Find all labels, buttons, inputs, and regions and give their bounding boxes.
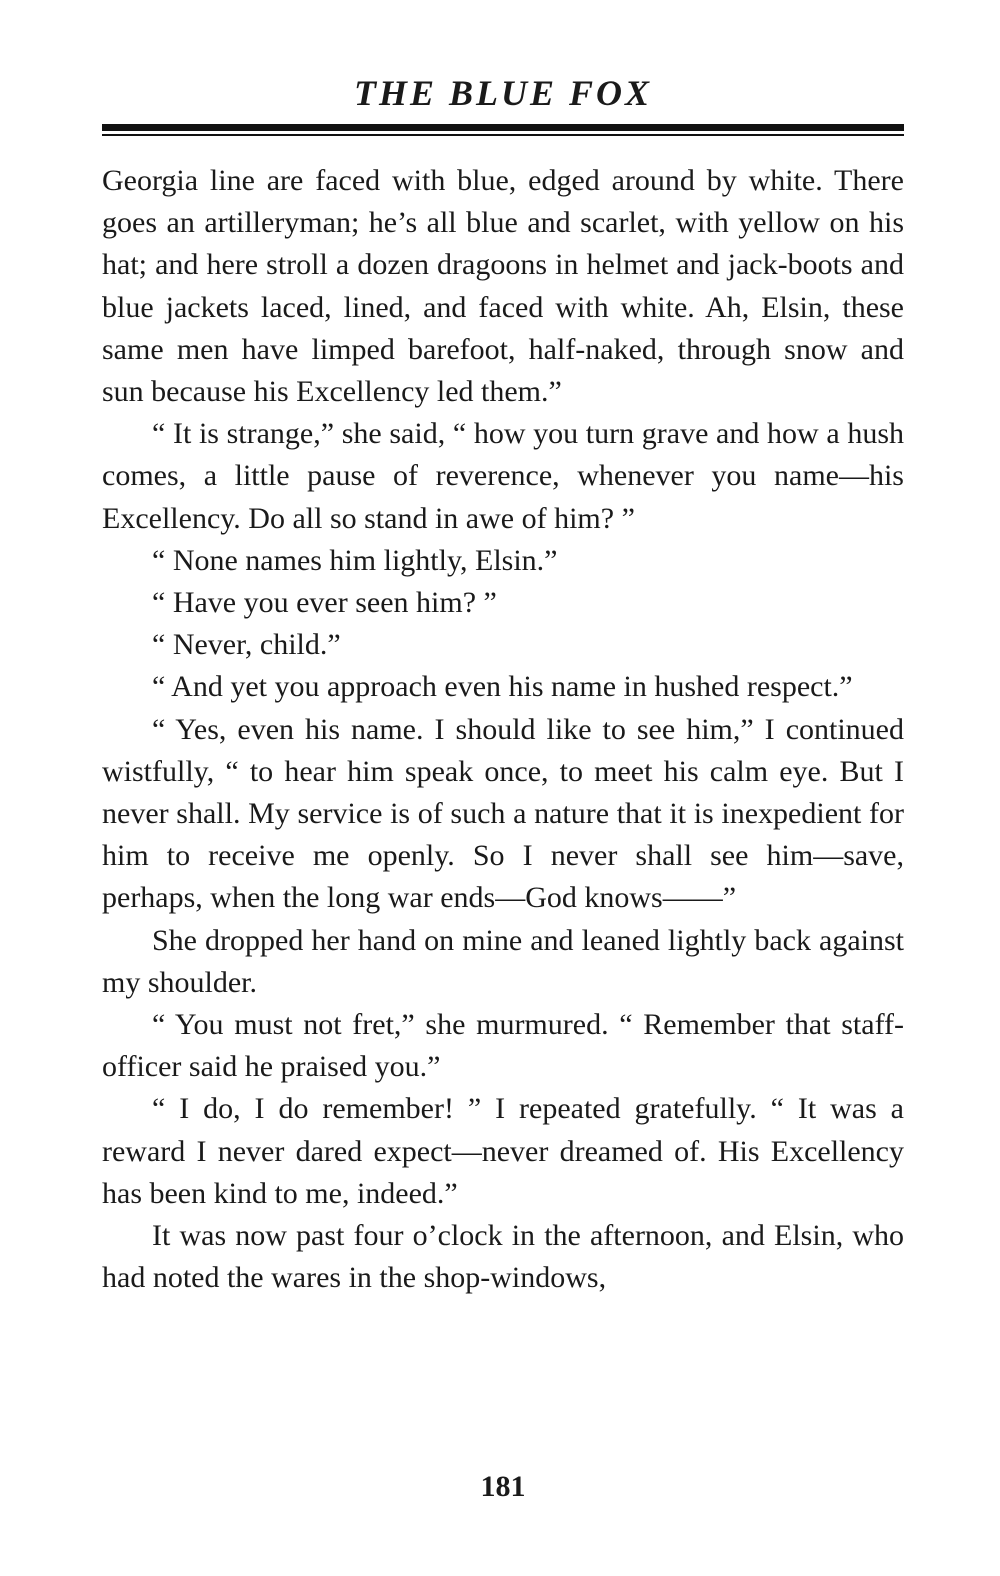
page-number: 181 [480, 1470, 526, 1503]
book-page [102, 70, 904, 1503]
header-rule-thick [102, 124, 904, 131]
running-head: THE BLUE FOX [353, 73, 653, 113]
header-rule-thin [102, 134, 904, 136]
body-text [102, 160, 904, 1299]
paragraph: “ Yes, even his name. I should like to see him,” I continued wistfully, “ to hear him speak once, to meet his calm eye. But I never shall. My service is of such a nature that it is inexpedient for him to receive me openly. So I never shall see him—save, perhaps, when the long war ends—God knows——” [102, 712, 904, 915]
paragraph: She dropped her hand on mine and leaned lightly back against my shoulder. [102, 923, 904, 999]
paragraph-continued: Georgia line are faced with blue, edged around by white. There goes an artilleryman; he’s all blue and scarlet, with yellow on his hat; and here stroll a dozen dragoons in helmet and jack-boots and blue jackets laced, lined, and faced with white. Ah, Elsin, these same men have limped barefoot, half-naked, through snow and sun because his Excellency led them.” [102, 164, 904, 409]
paragraph: “ Have you ever seen him? ” [152, 586, 497, 620]
paragraph: “ You must not fret,” she murmured. “ Remember that staff-officer said he praised you.” [102, 1008, 904, 1084]
paragraph: “ It is strange,” she said, “ how you turn grave and how a hush comes, a little pause of reverence, whenever you name—his Excellency. Do all so stand in awe of him? ” [102, 417, 904, 535]
paragraph: It was now past four o’clock in the afternoon, and Elsin, who had noted the wares in the shop-windows, [102, 1219, 904, 1295]
paragraph: “ None names him lightly, Elsin.” [152, 543, 558, 577]
paragraph: “ And yet you approach even his name in hushed respect.” [152, 670, 853, 704]
paragraph: “ I do, I do remember! ” I repeated gratefully. “ It was a reward I never dared expect—never dreamed of. His Excellency has been kind to me, indeed.” [102, 1092, 904, 1210]
paragraph: “ Never, child.” [152, 628, 341, 662]
